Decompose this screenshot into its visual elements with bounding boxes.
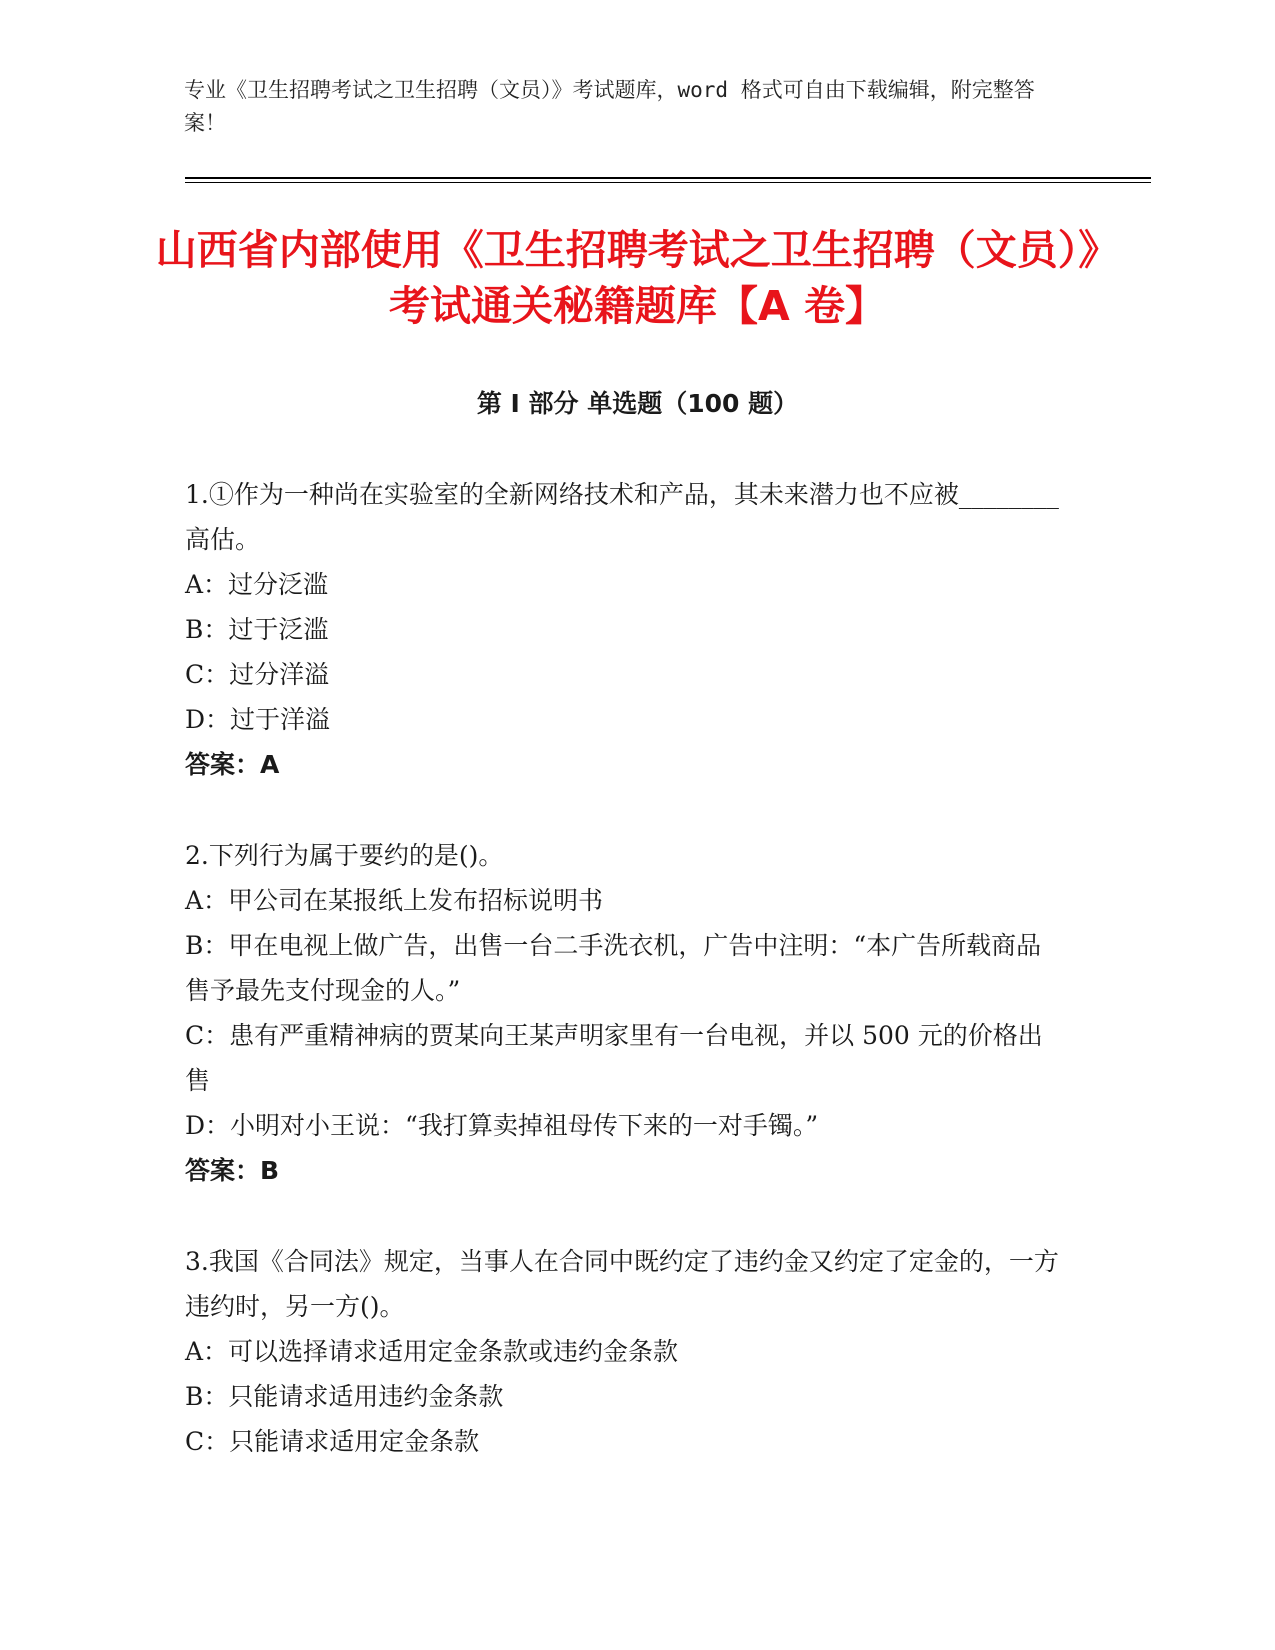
- header-rule-thick: [185, 177, 1151, 179]
- header-note: 专业《卫生招聘考试之卫生招聘（文员）》考试题库，word 格式可自由下载编辑，附完整答案！: [184, 78, 1035, 135]
- option-b: B：过于泛滥: [185, 615, 329, 644]
- question-stem: 3.我国《合同法》规定，当事人在合同中既约定了违约金又约定了定金的，一方违约时，另一方()。: [185, 1247, 1059, 1321]
- option-a: A：甲公司在某报纸上发布招标说明书: [185, 886, 604, 915]
- option-d: D：过于洋溢: [185, 705, 331, 734]
- question-list: [185, 472, 1065, 1510]
- question-2: [185, 833, 1065, 1193]
- answer: 答案：A: [185, 750, 280, 779]
- document-title: 山西省内部使用《卫生招聘考试之卫生招聘（文员）》考试通关秘籍题库【A 卷】: [155, 226, 1120, 330]
- option-c: C：患有严重精神病的贾某向王某声明家里有一台电视，并以 500 元的价格出售: [185, 1021, 1043, 1095]
- option-b: B：只能请求适用违约金条款: [185, 1382, 504, 1411]
- header-rule-thin: [185, 182, 1151, 183]
- option-c: C：只能请求适用定金条款: [185, 1427, 480, 1456]
- answer: 答案：B: [185, 1156, 280, 1185]
- option-c: C：过分洋溢: [185, 660, 330, 689]
- option-b: B：甲在电视上做广告，出售一台二手洗衣机，广告中注明：“本广告所载商品售予最先支付现金的人。”: [185, 931, 1042, 1005]
- section-title: 第 I 部分 单选题（100 题）: [476, 389, 799, 418]
- question-stem: 1.①作为一种尚在实验室的全新网络技术和产品，其未来潜力也不应被________高估。: [185, 480, 1059, 554]
- question-stem: 2.下列行为属于要约的是()。: [185, 841, 504, 870]
- option-a: A：过分泛滥: [185, 570, 329, 599]
- question-3: [185, 1239, 1065, 1464]
- question-1: [185, 472, 1065, 787]
- option-a: A：可以选择请求适用定金条款或违约金条款: [185, 1337, 679, 1366]
- option-d: D：小明对小王说：“我打算卖掉祖母传下来的一对手镯。”: [185, 1111, 819, 1140]
